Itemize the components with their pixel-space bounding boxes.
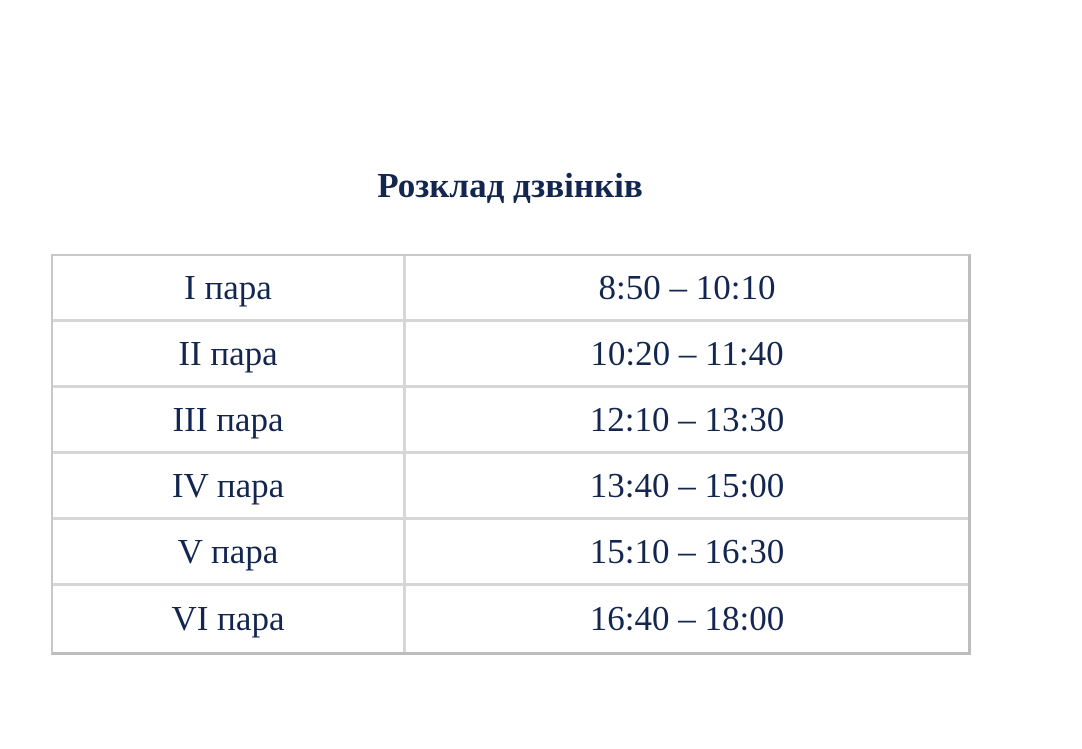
pair-cell: VI пара <box>53 586 406 652</box>
pair-cell: I пара <box>53 256 406 322</box>
time-cell: 13:40 – 15:00 <box>406 454 968 520</box>
pair-cell: II пара <box>53 322 406 388</box>
table-row <box>53 586 968 652</box>
pair-cell: III пара <box>53 388 406 454</box>
time-cell: 15:10 – 16:30 <box>406 520 968 586</box>
table-row <box>53 454 968 520</box>
table-row <box>53 256 968 322</box>
bell-schedule-table <box>51 254 971 655</box>
time-cell: 8:50 – 10:10 <box>406 256 968 322</box>
table-row <box>53 388 968 454</box>
table-row <box>53 520 968 586</box>
pair-cell: V пара <box>53 520 406 586</box>
page-title: Розклад дзвінків <box>377 166 643 205</box>
pair-cell: IV пара <box>53 454 406 520</box>
time-cell: 12:10 – 13:30 <box>406 388 968 454</box>
table-row <box>53 322 968 388</box>
time-cell: 16:40 – 18:00 <box>589 599 785 638</box>
time-cell: 10:20 – 11:40 <box>406 322 968 388</box>
